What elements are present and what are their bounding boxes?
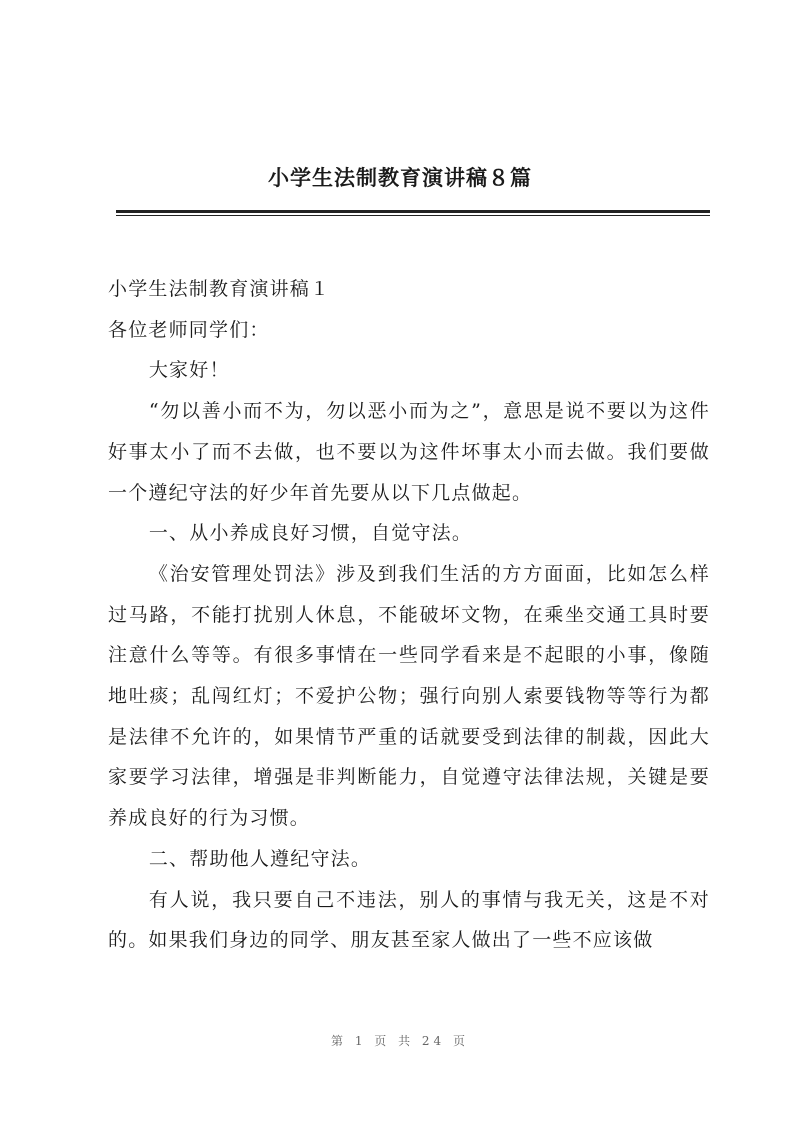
page-footer: 第 1 页 共 24 页 [331, 1034, 469, 1048]
paragraph-greeting: 大家好！ [148, 359, 230, 382]
document-body [108, 269, 710, 961]
paragraph-section-two-heading: 二、帮助他人遵纪守法。 [148, 847, 372, 870]
paragraph-salutation: 各位老师同学们： [108, 318, 270, 341]
paragraph-section-one-body: 《治安管理处罚法》涉及到我们生活的方方面面，比如怎么样过马路，不能打扰别人休息，不能破坏文物，在乘坐交通工具时要注意什么等等。有很多事情在一些同学看来是不起眼的小事，像随地吐痰；乱闯红灯；不爱护公物；强行向别人索要钱物等等行为都是法律不允许的，如果情节严重的话就要受到法律的制裁，因此大家要学习法律，增强是非判断能力，自觉遵守法律法规，关键是要养成良好的行为习惯。 [108, 562, 710, 830]
title-rule-thick [116, 210, 710, 213]
paragraph-section-two-body: 有人说，我只要自己不违法，别人的事情与我无关，这是不对的。如果我们身边的同学、朋友甚至家人做出了一些不应该做 [108, 888, 710, 952]
paragraph-quote: “勿以善小而不为，勿以恶小而为之”，意思是说不要以为这件好事太小了而不去做，也不要以为这件坏事太小而去做。我们要做一个遵纪守法的好少年首先要从以下几点做起。 [108, 400, 710, 504]
title-rule-thin [116, 215, 710, 216]
paragraph-section-one-heading: 一、从小养成良好习惯，自觉守法。 [148, 522, 473, 545]
paragraph-heading: 小学生法制教育演讲稿１ [108, 278, 331, 300]
document-title: 小学生法制教育演讲稿８篇 [268, 165, 532, 190]
